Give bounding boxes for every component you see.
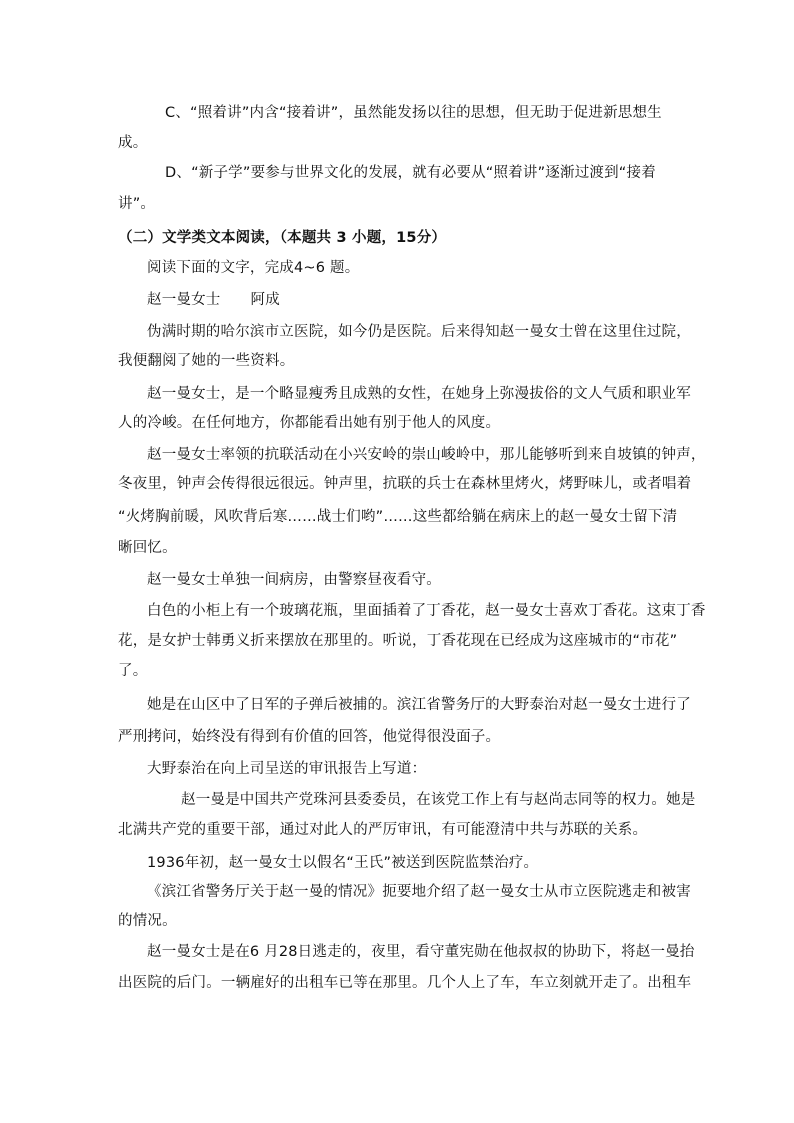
paragraph-6-line1: 她是在山区中了日军的子弹后被捕的。滨江省警务厅的大野泰治对赵一曼女士进行了 — [147, 697, 691, 713]
paragraph-3-line1: 赵一曼女士率领的抗联活动在小兴安岭的崇山峻岭中，那儿能够听到来自坡镇的钟声， — [147, 447, 706, 463]
option-d-line2: 讲”。 — [118, 196, 156, 212]
paragraph-10-line1: 赵一曼女士是在6 月28日逃走的，夜里，看守董宪勋在他叔叔的协助下，将赵一曼抬 — [147, 944, 695, 960]
paragraph-5-line3: 了。 — [118, 663, 148, 679]
paragraph-1-line1: 伪满时期的哈尔滨市立医院，如今仍是医院。后来得知赵一曼女士曾在这里住过院， — [147, 324, 691, 340]
paragraph-5-line2: 花，是女护士韩勇义折来摆放在那里的。听说，丁香花现在已经成为这座城市的“市花” — [118, 633, 678, 649]
paragraph-3-line3: “火烤胸前暖，风吹背后寒……战士们哟”……这些都给躺在病床上的赵一曼女士留下清 — [118, 509, 678, 525]
paragraph-9-line2: 的情况。 — [118, 913, 177, 929]
paragraph-3-line4: 晰回忆。 — [118, 540, 177, 556]
option-c-line1: C、“照着讲”内含“接着讲”，虽然能发扬以往的思想，但无助于促进新思想生 — [165, 105, 662, 121]
paragraph-2-line2: 人的冷峻。在任何地方，你都能看出她有别于他人的风度。 — [118, 415, 501, 431]
paragraph-2-line1: 赵一曼女士，是一个略显瘦秀且成熟的女性，在她身上弥漫拔俗的文人气质和职业军 — [147, 386, 691, 402]
option-d-line1: D、“新子学”要参与世界文化的发展，就有必要从“照着讲”逐渐过渡到“接着 — [165, 165, 656, 181]
article-title-line — [147, 290, 280, 310]
section-heading: （二）文学类文本阅读，（本题共 3 小题，15分） — [118, 230, 447, 246]
article-title: 赵一曼女士 — [147, 292, 221, 308]
report-quote-line2: 北满共产党的重要干部，通过对此人的严厉审讯，有可能澄清中共与苏联的关系。 — [118, 822, 648, 838]
paragraph-3-line2: 冬夜里，钟声会传得很远很远。钟声里，抗联的兵士在森林里烤火，烤野味儿，或者唱着 — [118, 476, 692, 492]
article-author: 阿成 — [250, 292, 280, 308]
paragraph-6-line2: 严刑拷问，始终没有得到有价值的回答，他觉得很没面子。 — [118, 729, 501, 745]
paragraph-4: 赵一曼女士单独一间病房，由警察昼夜看守。 — [147, 572, 441, 588]
report-quote-line1: 赵一曼是中国共产党珠河县委委员，在该党工作上有与赵尚志同等的权力。她是 — [181, 792, 696, 808]
option-c-line2: 成。 — [118, 135, 148, 151]
instruction: 阅读下面的文字，完成4~6 题。 — [147, 260, 360, 276]
paragraph-7: 大野泰治在向上司呈送的审讯报告上写道： — [147, 761, 427, 777]
paragraph-1-line2: 我便翻阅了她的一些资料。 — [118, 353, 295, 369]
paragraph-9-line1: 《滨江省警务厅关于赵一曼的情况》扼要地介绍了赵一曼女士从市立医院逃走和被害 — [147, 884, 691, 900]
paragraph-5-line1: 白色的小柜上有一个玻璃花瓶，里面插着了丁香花，赵一曼女士喜欢丁香花。这束丁香 — [147, 603, 706, 619]
paragraph-8: 1936年初，赵一曼女士以假名“王氏”被送到医院监禁治疗。 — [147, 855, 539, 871]
paragraph-10-line2: 出医院的后门。一辆雇好的出租车已等在那里。几个人上了车，车立刻就开走了。出租车 — [118, 975, 692, 991]
